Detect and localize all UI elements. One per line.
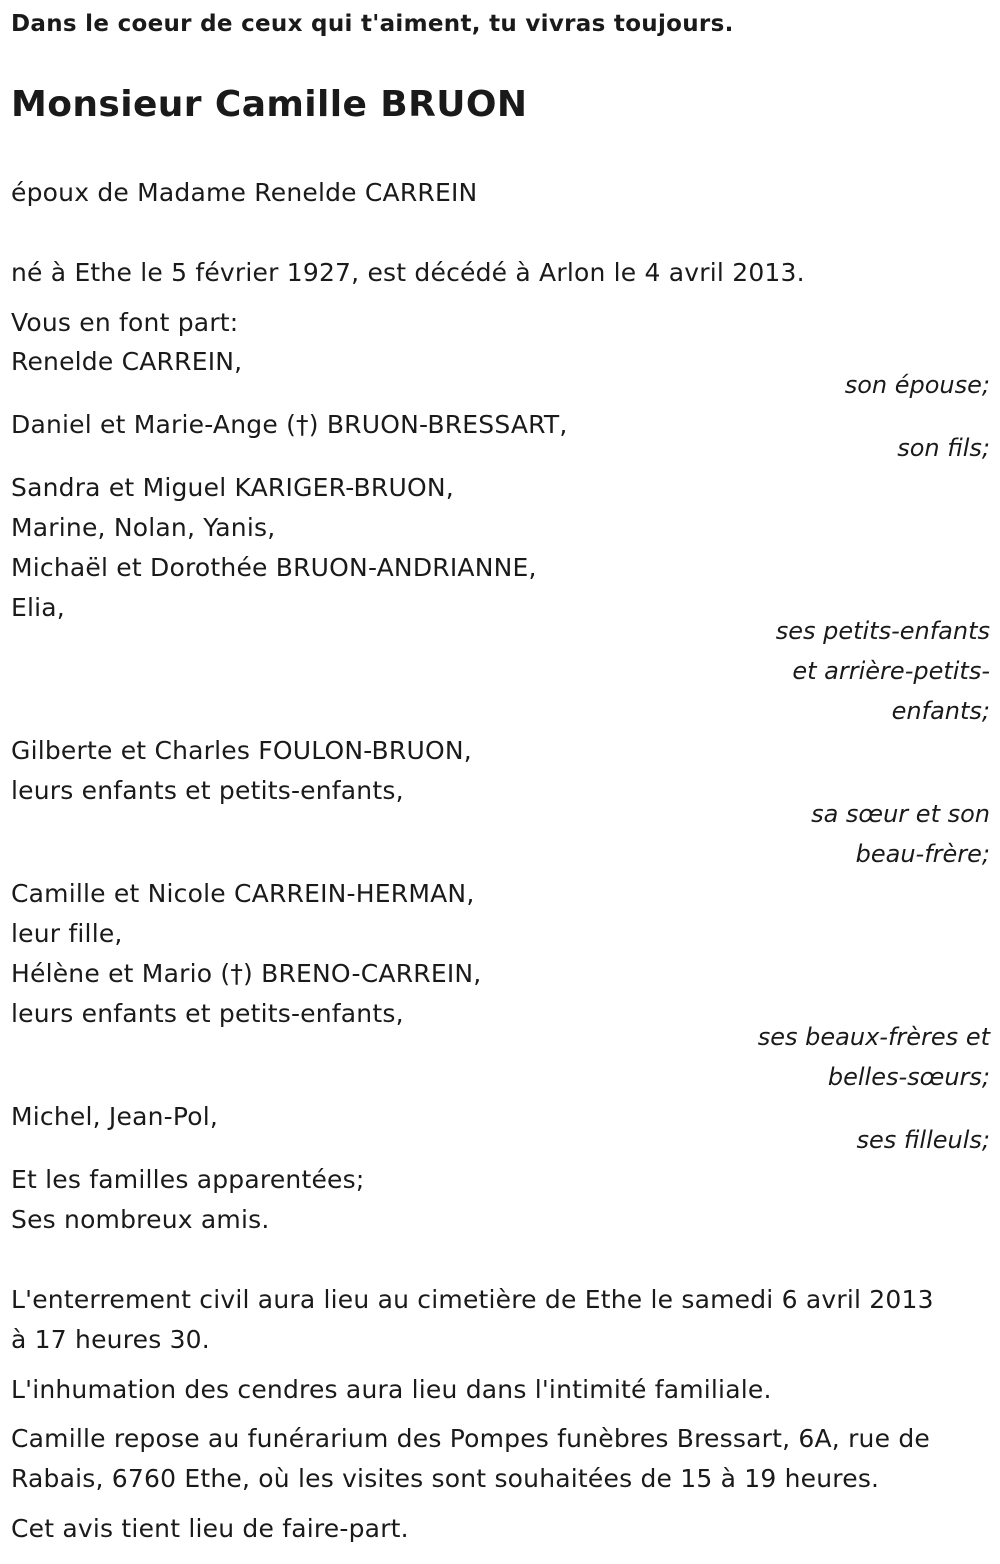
deceased-name: Monsieur Camille BRUON xyxy=(11,84,528,125)
family-relation: ses filleuls; xyxy=(856,1126,990,1154)
family-relation: son fils; xyxy=(897,434,990,462)
family-name-line: Renelde CARREIN, xyxy=(11,347,243,376)
visitation-line: Camille repose au funérarium des Pompes funèbres Bressart, 6A, rue de xyxy=(11,1424,930,1453)
family-relation: belles-sœurs; xyxy=(827,1063,990,1091)
family-name-line: Elia, xyxy=(11,593,65,622)
inhumation-line: L'inhumation des cendres aura lieu dans l'intimité familiale. xyxy=(11,1375,772,1404)
family-name-line: Michel, Jean-Pol, xyxy=(11,1102,219,1131)
visitation-line: Rabais, 6760 Ethe, où les visites sont souhaitées de 15 à 19 heures. xyxy=(11,1464,880,1493)
family-name-line: leurs enfants et petits-enfants, xyxy=(11,776,404,805)
family-relation: ses beaux-frères et xyxy=(757,1023,990,1051)
intro-line: Vous en font part: xyxy=(11,308,239,337)
family-name-line: Hélène et Mario (†) BRENO-CARREIN, xyxy=(11,959,482,988)
family-relation: son épouse; xyxy=(844,371,990,399)
family-name-line: Gilberte et Charles FOULON-BRUON, xyxy=(11,736,472,765)
family-name-line: Daniel et Marie-Ange (†) BRUON-BRESSART, xyxy=(11,410,568,439)
spouse-line: époux de Madame Renelde CARREIN xyxy=(11,178,478,207)
family-name-line: Michaël et Dorothée BRUON-ANDRIANNE, xyxy=(11,553,537,582)
epigraph: Dans le coeur de ceux qui t'aiment, tu vivras toujours. xyxy=(11,11,734,37)
family-relation: enfants; xyxy=(891,697,990,725)
family-name-line: leurs enfants et petits-enfants, xyxy=(11,999,404,1028)
notice-line: Cet avis tient lieu de faire-part. xyxy=(11,1514,409,1543)
family-name-line: Marine, Nolan, Yanis, xyxy=(11,513,276,542)
family-relation: et arrière-petits- xyxy=(792,657,990,685)
family-name-line: Sandra et Miguel KARIGER-BRUON, xyxy=(11,473,454,502)
birth-death-line: né à Ethe le 5 février 1927, est décédé à Arlon le 4 avril 2013. xyxy=(11,258,805,287)
closing-family-line: Et les familles apparentées; xyxy=(11,1165,365,1194)
family-name-line: leur fille, xyxy=(11,919,123,948)
family-relation: beau-frère; xyxy=(855,840,990,868)
family-relation: ses petits-enfants xyxy=(775,617,990,645)
family-relation: sa sœur et son xyxy=(811,800,990,828)
family-name-line: Camille et Nicole CARREIN-HERMAN, xyxy=(11,879,475,908)
closing-family-line: Ses nombreux amis. xyxy=(11,1205,270,1234)
funeral-line: L'enterrement civil aura lieu au cimetière de Ethe le samedi 6 avril 2013 xyxy=(11,1285,934,1314)
funeral-line: à 17 heures 30. xyxy=(11,1325,210,1354)
